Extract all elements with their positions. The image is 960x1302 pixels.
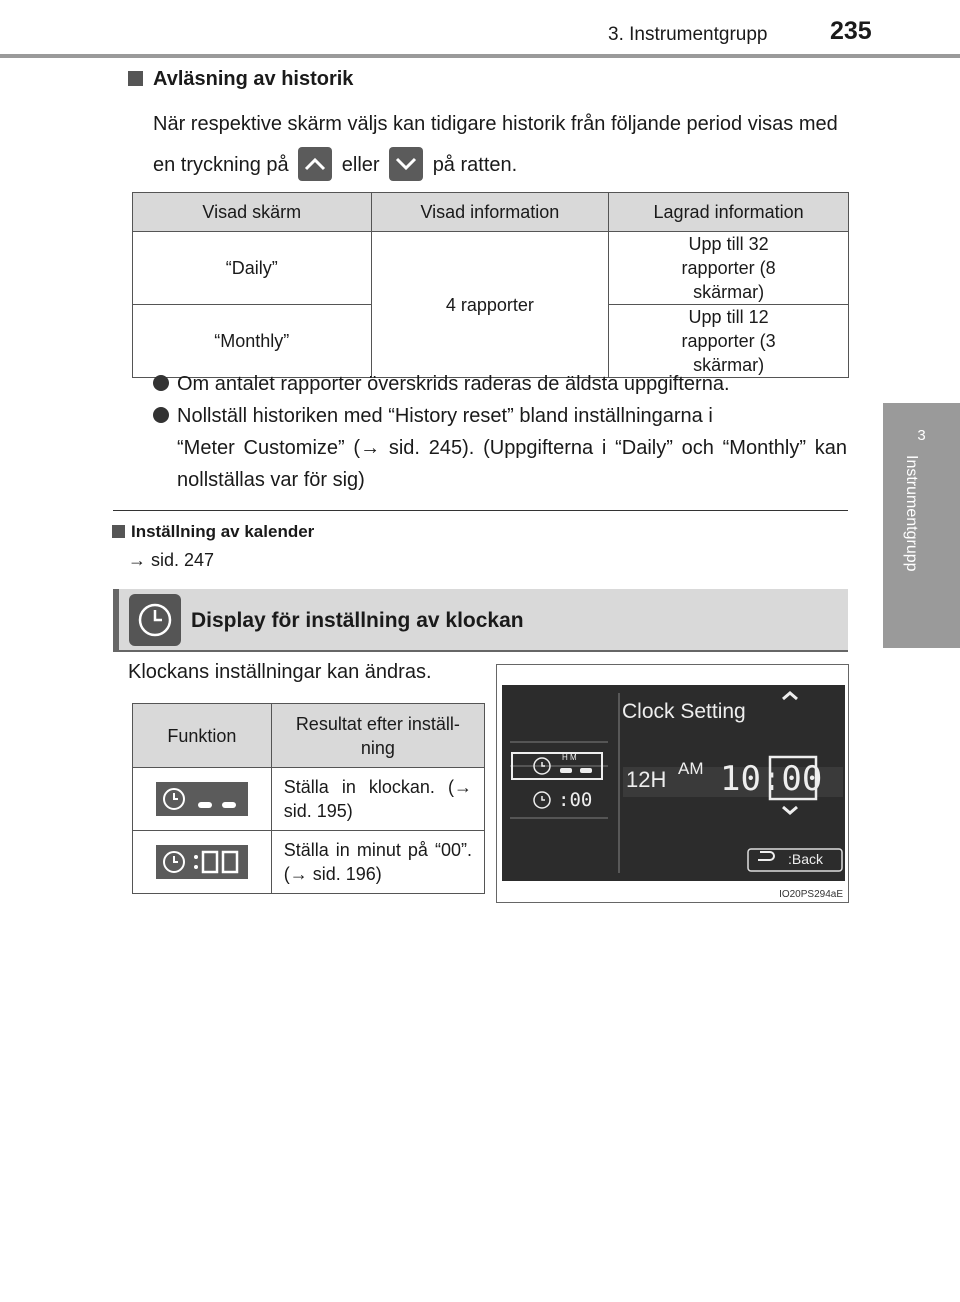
clock-intro: Klockans inställningar kan ändras. [128,661,432,683]
figure-mode: 12H [626,767,667,792]
figure-time: 10:00 [720,759,823,799]
table-header: Visad skärm [133,193,372,232]
table-header: Resultat efter inställ- ning [271,704,484,768]
section-title: Display för inställning av klockan [191,609,524,632]
calendar-heading: Inställning av kalender [112,522,314,542]
bullet-item: Nollställ historiken med “History reset” bland inställningarna i “Meter Customize” (→ sid. 245). (Uppgifterna i “Daily” och “Monthly” kan nollställas var för sig) [153,400,847,496]
chapter-number: 3 [917,427,926,444]
chapter-side-tab [883,403,960,648]
table-cell: Ställa in klockan. (→ sid. 195) [271,768,484,831]
table-cell [133,831,272,894]
table-header: Funktion [133,704,272,768]
display-screen [502,685,845,881]
table-cell: 4 rapporter [371,232,609,378]
square-bullet-icon [112,525,125,538]
header-rule [0,54,960,58]
clock-setting-figure [496,664,849,903]
table-cell: “Monthly” [133,305,372,378]
history-heading: Avläsning av historik [128,68,353,91]
figure-ampm: AM [678,759,704,778]
square-bullet-icon [128,71,143,86]
clock-function-table [132,703,485,894]
table-cell: Upp till 32 rapporter (8 skärmar) [609,232,849,305]
figure-back-label: :Back [788,851,824,867]
table-row [133,768,485,831]
figure-caption: IO20PS294aE [779,889,843,900]
table-header: Lagrad information [609,193,849,232]
chapter-label: Instrumentgrupp [903,455,920,572]
history-paragraph: När respektive skärm väljs kan tidigare historik från följande period visas med en tryckning på eller på ratten. [153,104,847,186]
table-row [133,232,849,305]
table-cell: “Daily” [133,232,372,305]
chevron-up-icon [298,147,332,181]
round-bullet-icon [153,407,169,423]
table-cell: Upp till 12 rapporter (3 skärmar) [609,305,849,378]
table-cell [133,768,272,831]
minute-reset-icon [156,845,248,879]
chevron-down-icon [389,147,423,181]
table-row [133,831,485,894]
header-section-title: 3. Instrumentgrupp [608,24,768,45]
section-band [113,589,848,652]
figure-hm-label: H M [562,753,577,762]
hm-set-icon [156,782,248,816]
figure-minute-label: :00 [558,789,593,811]
table-header: Visad information [371,193,609,232]
clock-icon [129,594,181,646]
calendar-ref: → sid. 247 [128,550,215,570]
table-cell: Ställa in minut på “00”. (→ sid. 196) [271,831,484,894]
figure-title: Clock Setting [622,700,746,723]
history-table [132,192,849,378]
divider [113,510,848,511]
round-bullet-icon [153,375,169,391]
bullet-item: Om antalet rapporter överskrids raderas de äldsta uppgifterna. [153,368,847,400]
page-number: 235 [830,17,872,45]
